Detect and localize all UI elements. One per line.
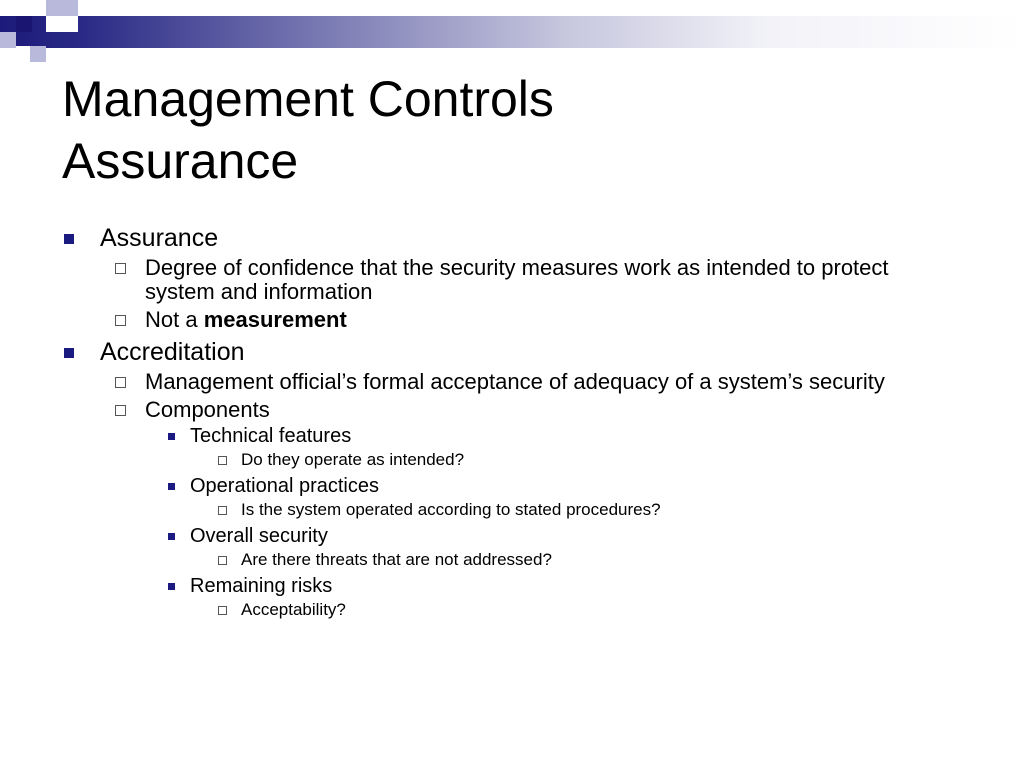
decor-square-light xyxy=(62,0,78,16)
list-item-text: Not a xyxy=(145,307,204,332)
list-item-text: Management official’s formal acceptance of adequacy of a system’s security xyxy=(145,369,885,394)
list-item xyxy=(145,475,962,521)
hollow-square-bullet-icon xyxy=(115,263,126,274)
square-bullet-icon xyxy=(168,533,175,540)
decor-square-light xyxy=(46,0,62,16)
sub-list xyxy=(190,499,962,521)
list-item xyxy=(190,449,962,471)
list-item-emphasis: measurement xyxy=(203,307,347,332)
sub-list xyxy=(100,370,962,621)
slide-title xyxy=(62,68,554,192)
slide-title-line-1: Management Controls xyxy=(62,71,554,127)
list-item xyxy=(100,398,962,621)
sub-list xyxy=(145,425,962,621)
list-item-text: Do they operate as intended? xyxy=(241,450,465,469)
hollow-square-bullet-icon xyxy=(218,606,227,615)
hollow-square-bullet-icon xyxy=(218,506,227,515)
slide-title-line-2: Assurance xyxy=(62,133,299,189)
list-item xyxy=(100,370,962,394)
list-item xyxy=(145,525,962,571)
list-item xyxy=(145,575,962,621)
list-item-text: Overall security xyxy=(190,525,328,547)
list-item-text: Components xyxy=(145,397,270,422)
list-item xyxy=(100,308,962,332)
square-bullet-icon xyxy=(64,234,74,244)
sub-list xyxy=(190,599,962,621)
decor-square-light xyxy=(30,46,46,62)
square-bullet-icon xyxy=(168,583,175,590)
sub-list xyxy=(100,256,962,332)
list-item-text: Is the system operated according to stated procedures? xyxy=(241,500,661,519)
list-item-accreditation xyxy=(62,336,962,621)
list-item-assurance xyxy=(62,222,962,332)
list-item-text: Remaining risks xyxy=(190,575,333,597)
hollow-square-bullet-icon xyxy=(115,377,126,388)
hollow-square-bullet-icon xyxy=(115,405,126,416)
sub-list xyxy=(190,549,962,571)
list-item xyxy=(190,499,962,521)
list-item-text: Are there threats that are not addressed? xyxy=(241,550,552,569)
list-item-text: Technical features xyxy=(190,425,352,447)
bullet-list xyxy=(62,222,962,625)
list-item xyxy=(190,599,962,621)
hollow-square-bullet-icon xyxy=(115,315,126,326)
list-item-text: Degree of confidence that the security measures work as intended to protect system and information xyxy=(145,255,889,304)
square-bullet-icon xyxy=(168,483,175,490)
decor-square-dark xyxy=(16,16,32,32)
decor-square xyxy=(0,0,16,16)
list-item-text: Accreditation xyxy=(100,338,245,366)
decor-square-light xyxy=(0,32,16,48)
list-item-text: Operational practices xyxy=(190,475,379,497)
list-item xyxy=(100,256,962,304)
hollow-square-bullet-icon xyxy=(218,456,227,465)
list-item xyxy=(145,425,962,471)
square-bullet-icon xyxy=(64,348,74,358)
list-item-text: Assurance xyxy=(100,224,219,252)
decor-square xyxy=(46,16,78,32)
decor-square xyxy=(16,46,30,62)
hollow-square-bullet-icon xyxy=(218,556,227,565)
sub-list xyxy=(190,449,962,471)
header-gradient-band xyxy=(0,16,1024,48)
list-item-text: Acceptability? xyxy=(241,600,346,619)
list-item xyxy=(190,549,962,571)
square-bullet-icon xyxy=(168,433,175,440)
